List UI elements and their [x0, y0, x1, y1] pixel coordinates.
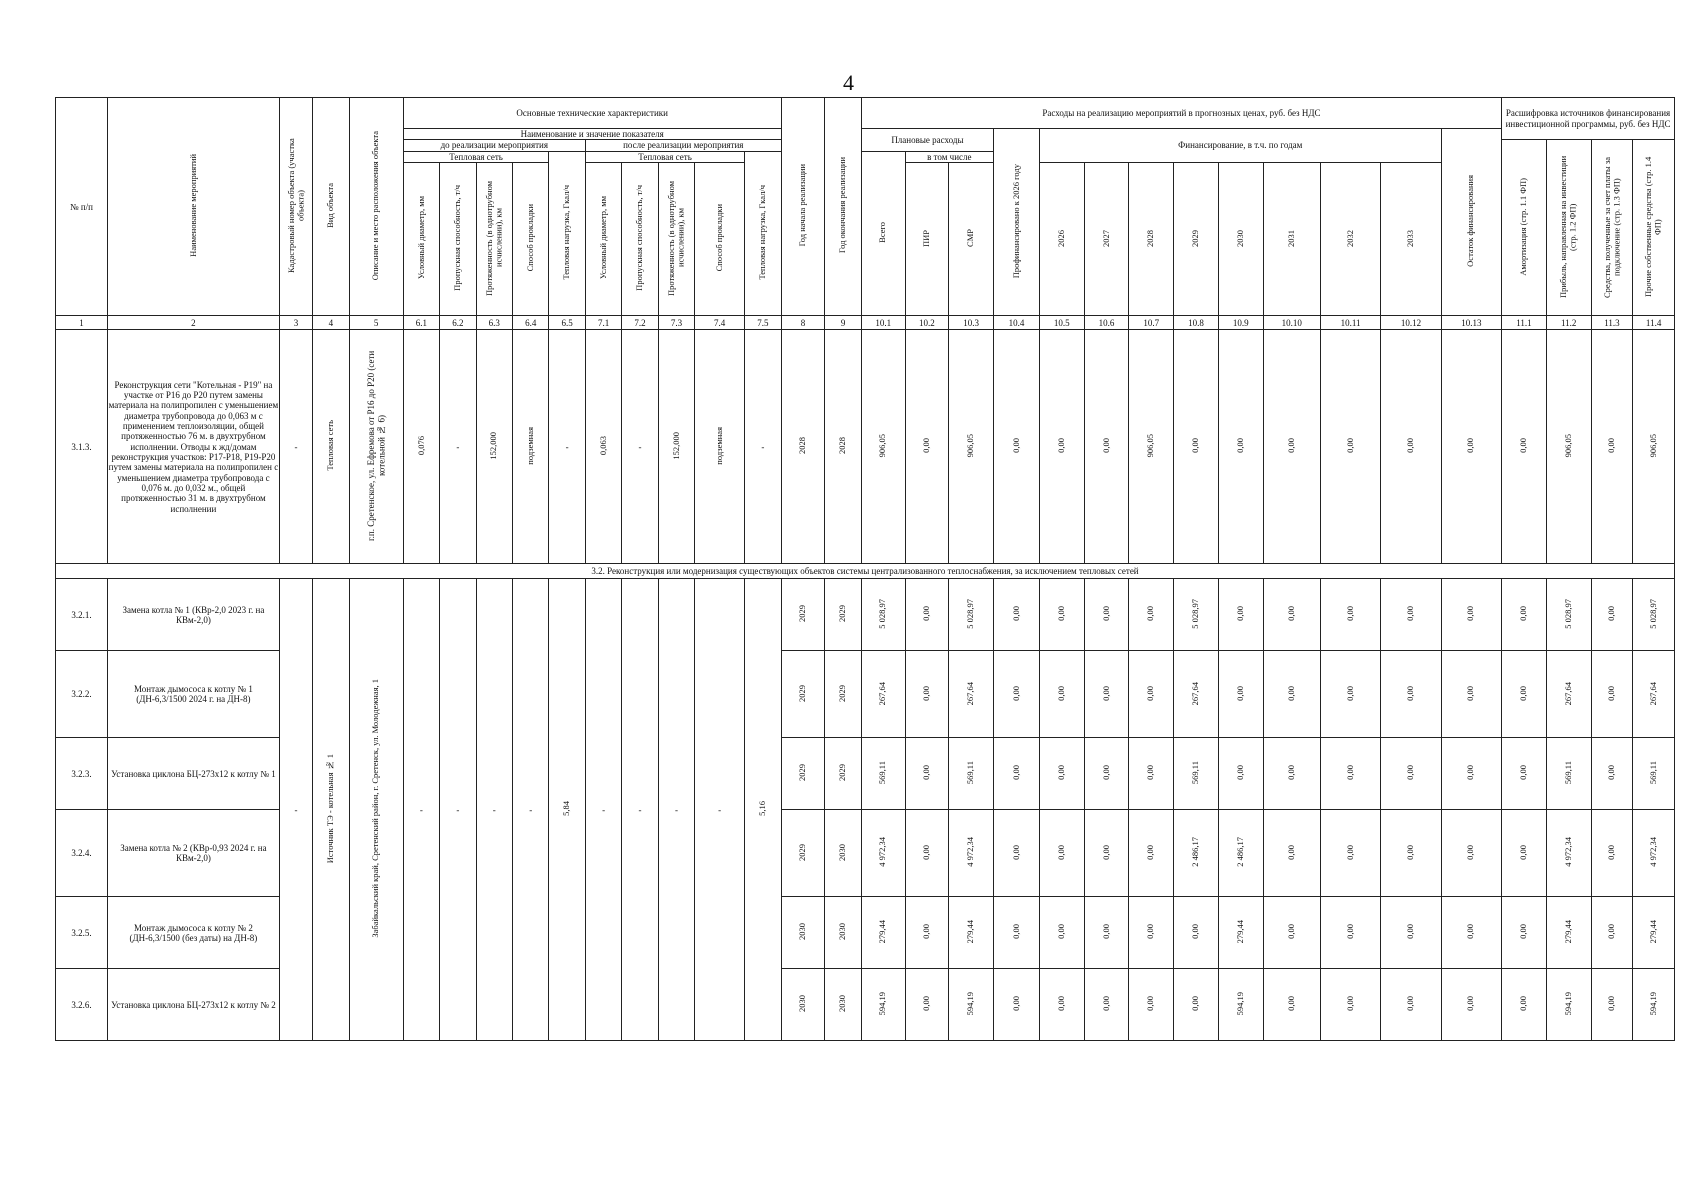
- row-no: 3.2.3.: [56, 738, 108, 810]
- header-length-before: Протяженность (в однотрубном исчислении), км: [483, 180, 504, 296]
- cell: 0,00: [1190, 924, 1201, 940]
- cell: 5 028,97: [1562, 598, 1573, 629]
- header-heat-network-after: Тепловая сеть: [585, 151, 744, 162]
- cell: 0,00: [1100, 844, 1111, 860]
- cell: 0,00: [1285, 996, 1296, 1012]
- row-no: 3.1.3.: [56, 330, 108, 564]
- cell: -: [622, 579, 658, 1041]
- cell: 0,00: [1100, 765, 1111, 781]
- cell: 4 972,34: [1647, 837, 1658, 868]
- cell: 267,64: [1190, 681, 1201, 705]
- cell: 0,00: [1145, 924, 1156, 940]
- cell: 0,00: [1234, 765, 1245, 781]
- cell: 0,00: [1405, 924, 1416, 940]
- cell: 2029: [837, 764, 848, 782]
- header-indicator-group: Наименование и значение показателя: [403, 129, 781, 140]
- header-year-2028: 2028: [1145, 229, 1156, 247]
- cell: 569,11: [1562, 761, 1573, 785]
- col-num: 11.3: [1591, 316, 1633, 330]
- cell: 0,00: [1344, 765, 1355, 781]
- col-num: 11.1: [1502, 316, 1547, 330]
- cell: 279,44: [1234, 920, 1245, 944]
- cell: 279,44: [1647, 920, 1658, 944]
- col-num: 7.2: [622, 316, 658, 330]
- cell: -: [513, 579, 549, 1041]
- cell: 0,00: [1344, 924, 1355, 940]
- cell: 0,00: [1344, 438, 1355, 454]
- header-year-2030: 2030: [1234, 229, 1245, 247]
- cell: 0,00: [921, 438, 932, 454]
- cell: 594,19: [877, 992, 888, 1016]
- cell: 0,00: [1055, 844, 1066, 860]
- cell: 0,00: [1285, 606, 1296, 622]
- cell: 0,00: [1010, 996, 1021, 1012]
- header-financing: Финансирование, в т.ч. по годам: [1039, 129, 1441, 163]
- col-num: 3: [279, 316, 312, 330]
- cell: 0,00: [1518, 996, 1529, 1012]
- col-num: 10.2: [905, 316, 949, 330]
- cell: Тепловая сеть: [324, 420, 335, 472]
- cell: подземная: [524, 426, 535, 465]
- cell: 5 028,97: [1190, 598, 1201, 629]
- header-tech-group: Основные технические характеристики: [403, 98, 781, 129]
- cell: 0,00: [921, 844, 932, 860]
- cell: 2029: [797, 684, 808, 702]
- cell: 0,00: [1145, 765, 1156, 781]
- col-num: 7.3: [658, 316, 694, 330]
- page-number: 4: [843, 70, 854, 95]
- col-num: 6.1: [403, 316, 439, 330]
- header-row-no: № п/п: [70, 201, 94, 212]
- header-laying-after: Способ прокладки: [713, 204, 724, 272]
- col-num: 6.5: [549, 316, 585, 330]
- cell: 0,00: [1055, 606, 1066, 622]
- row-name: Установка циклона БЦ-273х12 к котлу № 1: [108, 738, 280, 810]
- cell: 152,000: [488, 431, 499, 460]
- col-num: 4: [313, 316, 349, 330]
- col-num: 8: [781, 316, 825, 330]
- col-num: 7.1: [585, 316, 621, 330]
- header-heat-network-before: Тепловая сеть: [403, 151, 549, 162]
- cell: 0,00: [1285, 924, 1296, 940]
- cell: Забайкальский край, Сретенский район, г. Сретенск, ул. Молодежная, 1: [370, 679, 381, 939]
- cell: 0,00: [1606, 438, 1617, 454]
- cell: 0,00: [1055, 765, 1066, 781]
- cell: 0,00: [1518, 844, 1529, 860]
- cell: -: [585, 579, 621, 1041]
- cell: Источник ТЭ - котельная № 1: [324, 754, 335, 864]
- col-num: 10.6: [1084, 316, 1129, 330]
- col-num: 10.12: [1381, 316, 1441, 330]
- cell: 0,00: [1606, 924, 1617, 940]
- header-after: после реализации мероприятия: [585, 140, 781, 151]
- cell: 267,64: [877, 681, 888, 705]
- cell: 0,00: [1518, 765, 1529, 781]
- cell: 0,00: [1518, 685, 1529, 701]
- cell: 0,00: [1285, 438, 1296, 454]
- cell: 279,44: [965, 920, 976, 944]
- cell: 0,00: [1465, 685, 1476, 701]
- cell: 0,00: [1285, 685, 1296, 701]
- col-num: 10.13: [1441, 316, 1501, 330]
- cell: 2028: [837, 437, 848, 455]
- cell: 0,00: [1145, 685, 1156, 701]
- cell: -: [440, 330, 476, 564]
- cell: -: [403, 579, 439, 1041]
- header-length-after: Протяженность (в однотрубном исчислении), км: [666, 180, 686, 296]
- header-cadastral: Кадастровый номер объекта (участка объекта): [285, 138, 305, 273]
- col-num: 6.3: [476, 316, 512, 330]
- cell: 0,00: [921, 606, 932, 622]
- header-heat-load-before: Тепловая нагрузка, Гкал/ч: [561, 185, 572, 280]
- cell: 594,19: [965, 992, 976, 1016]
- col-num: 7.4: [695, 316, 745, 330]
- cell: 5,84: [561, 801, 572, 817]
- col-num: 10.8: [1174, 316, 1219, 330]
- cell: 2029: [837, 684, 848, 702]
- cell: 0,00: [1190, 438, 1201, 454]
- cell: 0,00: [1145, 844, 1156, 860]
- cell: г.п. Сретенское, ул. Ефремова от Р16 до Р20 (сети котельной № 6): [365, 350, 387, 541]
- row-name: Монтаж дымососа к котлу № 2 (ДН-6,3/1500 (без даты) на ДН-8): [108, 897, 280, 969]
- cell: 0,00: [1344, 844, 1355, 860]
- cell: 0,00: [1405, 765, 1416, 781]
- row-no: 3.2.5.: [56, 897, 108, 969]
- cell: 0,00: [1285, 765, 1296, 781]
- cell: 0,00: [1405, 685, 1416, 701]
- header-object-type: Вид объекта: [324, 183, 335, 228]
- cell: 0,00: [1100, 996, 1111, 1012]
- header-connection: Средства, полученные за счет платы за подключение (стр. 1.3 ФП): [1601, 156, 1621, 298]
- row-name: Реконструкция сети "Котельная - Р19" на участке от Р16 до Р20 путем замены материала на полипропилен с уменьшением диаметра трубопровода до 0,063 м с применением теплоизоляции, общей протяженностью 76 м. в двухтрубном исполнении. Отводы к жд/домам реконструкция участков: Р17-Р18, Р19-Р20 путем замены материала на полипропилен с уменьшением диаметра трубопровода с 0,076 м. до 0,032 м., общей протяженностью 31 м. в двухтрубном исполнении: [108, 330, 280, 564]
- row-no: 3.2.6.: [56, 969, 108, 1041]
- cell: 594,19: [1562, 992, 1573, 1016]
- cell: 0,00: [1285, 844, 1296, 860]
- cell: 2029: [797, 764, 808, 782]
- cell: 0,00: [1234, 438, 1245, 454]
- header-year-2027: 2027: [1100, 229, 1111, 247]
- cell: 594,19: [1234, 992, 1245, 1016]
- cell: 0,063: [597, 436, 608, 456]
- cell: 5,16: [757, 801, 768, 817]
- row-no: 3.2.2.: [56, 651, 108, 738]
- cell: 2030: [797, 995, 808, 1013]
- cell: 0,00: [1344, 996, 1355, 1012]
- cell: 906,05: [965, 434, 976, 458]
- row-name: Установка циклона БЦ-273х12 к котлу № 2: [108, 969, 280, 1041]
- col-num: 6.2: [440, 316, 476, 330]
- cell: -: [440, 579, 476, 1041]
- cell: 0,00: [1010, 765, 1021, 781]
- cell: -: [549, 330, 585, 564]
- col-num: 10.10: [1263, 316, 1320, 330]
- cell: 0,00: [1145, 606, 1156, 622]
- cell: 569,11: [1190, 761, 1201, 785]
- table-row: [56, 330, 1675, 564]
- cell: 0,00: [921, 996, 932, 1012]
- cell: 0,00: [1405, 996, 1416, 1012]
- cell: 267,64: [1562, 681, 1573, 705]
- cell: 0,00: [1465, 438, 1476, 454]
- cell: 4 972,34: [877, 837, 888, 868]
- cell: 5 028,97: [877, 598, 888, 629]
- cell: 267,64: [965, 681, 976, 705]
- cell: 0,00: [921, 685, 932, 701]
- header-year-2031: 2031: [1285, 229, 1296, 247]
- header-measure-name: Наименование мероприятий: [187, 154, 198, 257]
- header-year-2032: 2032: [1344, 229, 1355, 247]
- cell: 0,00: [1465, 844, 1476, 860]
- row-name: Замена котла № 2 (КВр-0,93 2024 г. на КВм-2,0): [108, 810, 280, 897]
- cell: 0,00: [1518, 438, 1529, 454]
- cell: 2029: [797, 843, 808, 861]
- cell: 2029: [797, 605, 808, 623]
- cell: 0,076: [415, 436, 426, 456]
- cell: -: [279, 579, 312, 1041]
- cell: 0,00: [921, 924, 932, 940]
- cell: 0,00: [1234, 685, 1245, 701]
- header-pir: ПИР: [921, 229, 932, 247]
- header-diameter-before: Условный диаметр, мм: [415, 196, 426, 280]
- cell: 0,00: [1100, 924, 1111, 940]
- header-balance: Остаток финансирования: [1465, 175, 1476, 267]
- header-year-2026: 2026: [1055, 229, 1066, 247]
- cell: -: [745, 330, 782, 564]
- col-num: 10.7: [1129, 316, 1174, 330]
- header-smr: СМР: [965, 229, 976, 248]
- header-prefinanced: Профинансировано к 2026 году: [1010, 163, 1021, 279]
- cell: 0,00: [1465, 606, 1476, 622]
- cell: -: [476, 579, 512, 1041]
- cell: 0,00: [1606, 996, 1617, 1012]
- col-num: 7.5: [745, 316, 782, 330]
- header-diameter-after: Условный диаметр, мм: [597, 196, 608, 280]
- column-number-row: [56, 316, 1675, 330]
- cell: 2030: [837, 995, 848, 1013]
- cell: 569,11: [965, 761, 976, 785]
- row-name: Монтаж дымососа к котлу № 1 (ДН-6,3/1500 2024 г. на ДН-8): [108, 651, 280, 738]
- cell: 2030: [797, 923, 808, 941]
- cell: 2 486,17: [1234, 837, 1245, 868]
- col-num: 11.2: [1546, 316, 1591, 330]
- cell: 0,00: [1055, 996, 1066, 1012]
- col-num: 6.4: [513, 316, 549, 330]
- cell: 2 486,17: [1190, 837, 1201, 868]
- header-costs-group: Расходы на реализацию мероприятий в прогнозных ценах, руб. без НДС: [861, 98, 1501, 129]
- cell: 0,00: [1100, 438, 1111, 454]
- cell: 2030: [837, 923, 848, 941]
- header-year-2029: 2029: [1190, 229, 1201, 247]
- cell: 4 972,34: [965, 837, 976, 868]
- cell: 0,00: [1344, 606, 1355, 622]
- cell: 0,00: [1010, 924, 1021, 940]
- cell: 0,00: [1100, 685, 1111, 701]
- cell: 2029: [837, 605, 848, 623]
- cell: 0,00: [1055, 438, 1066, 454]
- header-capacity-before: Пропускная способность, т/ч: [451, 185, 462, 291]
- cell: 267,64: [1647, 681, 1658, 705]
- cell: 0,00: [1100, 606, 1111, 622]
- cell: 594,19: [1647, 992, 1658, 1016]
- header-total: Всего: [877, 221, 888, 243]
- header-year-end: Год окончания реализации: [837, 157, 848, 254]
- cell: 0,00: [921, 765, 932, 781]
- col-num: 10.3: [949, 316, 994, 330]
- cell: -: [622, 330, 658, 564]
- cell: -: [695, 579, 745, 1041]
- header-profit: Прибыль, направленная на инвестиции (стр. 1.2 ФП): [1558, 155, 1578, 298]
- col-num: 9: [825, 316, 861, 330]
- header-before: до реализации мероприятия: [403, 140, 585, 151]
- cell: 0,00: [1055, 685, 1066, 701]
- header-location: Описание и место расположения объекта: [370, 130, 381, 281]
- cell: 0,00: [1606, 765, 1617, 781]
- cell: 0,00: [1010, 606, 1021, 622]
- cell: 0,00: [1465, 996, 1476, 1012]
- header-capacity-after: Пропускная способность, т/ч: [634, 185, 645, 291]
- cell: 0,00: [1606, 844, 1617, 860]
- col-num: 11.4: [1633, 316, 1675, 330]
- col-num: 10.9: [1218, 316, 1263, 330]
- cell: 0,00: [1344, 685, 1355, 701]
- cell: 0,00: [1190, 996, 1201, 1012]
- cell: 0,00: [1405, 438, 1416, 454]
- cell: 0,00: [1405, 606, 1416, 622]
- cell: 0,00: [1465, 924, 1476, 940]
- cell: 0,00: [1010, 844, 1021, 860]
- cell: 0,00: [1465, 765, 1476, 781]
- col-num: 10.4: [994, 316, 1040, 330]
- cell: 0,00: [1518, 924, 1529, 940]
- cell: 906,05: [1647, 434, 1658, 458]
- cell: 569,11: [1647, 761, 1658, 785]
- cell: 5 028,97: [1647, 598, 1658, 629]
- header-incl: в том числе: [905, 151, 993, 162]
- cell: 0,00: [1234, 606, 1245, 622]
- cell: 2028: [797, 437, 808, 455]
- cell: 0,00: [1606, 606, 1617, 622]
- cell: 0,00: [1145, 996, 1156, 1012]
- cell: -: [658, 579, 694, 1041]
- col-num: 10.5: [1039, 316, 1084, 330]
- cell: 906,05: [877, 434, 888, 458]
- header-year-2033: 2033: [1405, 229, 1416, 247]
- col-num: 5: [349, 316, 403, 330]
- cell: -: [279, 330, 312, 564]
- header-amort: Амортизация (стр. 1.1 ФП): [1518, 177, 1529, 276]
- header-planned: Плановые расходы: [861, 129, 993, 152]
- cell: 0,00: [1606, 685, 1617, 701]
- cell: 0,00: [1405, 844, 1416, 860]
- col-num: 10.1: [861, 316, 905, 330]
- cell: 5 028,97: [965, 598, 976, 629]
- cell: подземная: [713, 426, 724, 465]
- cell: 0,00: [1010, 685, 1021, 701]
- cell: 569,11: [877, 761, 888, 785]
- cell: 0,00: [1518, 606, 1529, 622]
- header-laying-before: Способ прокладки: [524, 204, 535, 272]
- col-num: 10.11: [1320, 316, 1380, 330]
- header-year-start: Год начала реализации: [797, 164, 808, 247]
- cell: 279,44: [1562, 920, 1573, 944]
- row-no: 3.2.4.: [56, 810, 108, 897]
- table-row: [56, 579, 1675, 651]
- col-num: 2: [108, 316, 280, 330]
- row-no: 3.2.1.: [56, 579, 108, 651]
- cell: 2030: [837, 843, 848, 861]
- header-sources-group: Расшифровка источников финансирования инвестиционной программы, руб. без НДС: [1502, 98, 1675, 140]
- cell: 279,44: [877, 920, 888, 944]
- cell: 152,000: [670, 431, 681, 460]
- investment-program-table: [55, 97, 1675, 1041]
- cell: 906,05: [1145, 434, 1156, 458]
- cell: 906,05: [1562, 434, 1573, 458]
- cell: 0,00: [1055, 924, 1066, 940]
- row-name: Замена котла № 1 (КВр-2,0 2023 г. на КВм-2,0): [108, 579, 280, 651]
- header-other: Прочие собственные средства (стр. 1.4 ФП): [1643, 156, 1663, 297]
- cell: 0,00: [1010, 438, 1021, 454]
- cell: 4 972,34: [1562, 837, 1573, 868]
- header-heat-load-after: Тепловая нагрузка, Гкал/ч: [757, 185, 768, 280]
- section-heading: 3.2. Реконструкция или модернизация существующих объектов системы централизованного теплоснабжения, за исключением тепловых сетей: [56, 564, 1675, 579]
- col-num: 1: [56, 316, 108, 330]
